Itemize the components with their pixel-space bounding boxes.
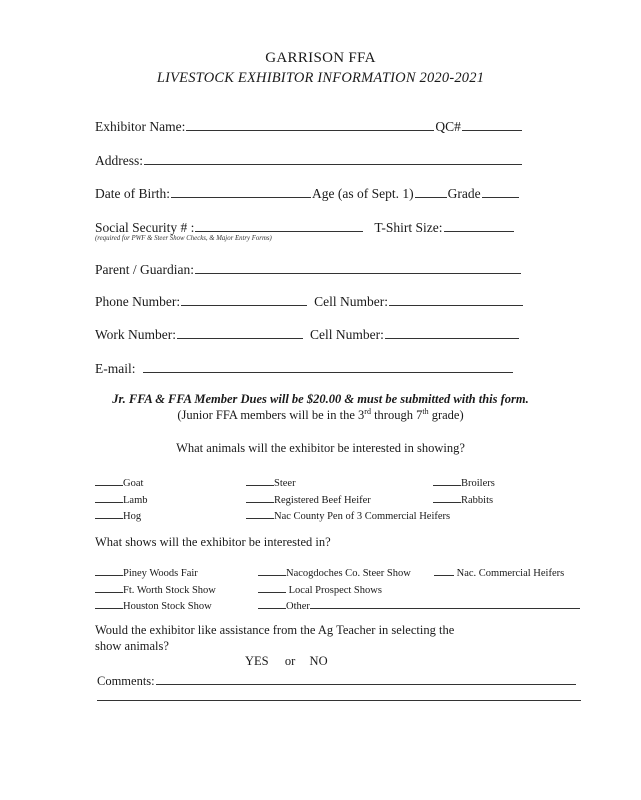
- animal-option-nac-county-pen[interactable]: Nac County Pen of 3 Commercial Heifers: [246, 508, 450, 525]
- ssn-note: (required for PWF & Steer Show Checks, & Major Entry Forms): [95, 235, 272, 242]
- parent-label: Parent / Guardian:: [95, 262, 194, 277]
- show-option-houston[interactable]: Houston Stock Show: [95, 598, 216, 615]
- animal-option-hog[interactable]: Hog: [95, 508, 148, 525]
- animals-col-1: [95, 475, 148, 525]
- animal-option-lamb[interactable]: Lamb: [95, 492, 148, 509]
- ssn-label: Social Security # :: [95, 220, 195, 235]
- tshirt-label: T-Shirt Size:: [374, 220, 443, 235]
- animal-option-rabbits[interactable]: Rabbits: [433, 492, 495, 509]
- phone-label: Phone Number:: [95, 294, 181, 309]
- email-blank[interactable]: [143, 360, 513, 373]
- animals-col-2: [246, 475, 450, 525]
- assistance-question: Would the exhibitor like assistance from the Ag Teacher in selecting the show animals?: [95, 623, 455, 653]
- email-label: E-mail:: [95, 361, 136, 376]
- ssn-row: [95, 219, 515, 236]
- show-option-piney-woods-fair[interactable]: Piney Woods Fair: [95, 565, 216, 582]
- cell-label-1: Cell Number:: [314, 294, 388, 309]
- dob-blank[interactable]: [171, 185, 311, 198]
- show-option-other[interactable]: Other: [258, 598, 580, 615]
- exhibitor-name-row: [95, 118, 523, 135]
- ssn-blank[interactable]: [195, 219, 363, 232]
- animal-option-goat[interactable]: Goat: [95, 475, 148, 492]
- age-blank[interactable]: [415, 185, 447, 198]
- parent-row: [95, 261, 522, 278]
- grade-blank[interactable]: [482, 185, 519, 198]
- qc-blank[interactable]: [462, 118, 522, 131]
- shows-question: What shows will the exhibitor be interested in?: [95, 535, 331, 549]
- comments-row: [97, 672, 577, 689]
- animals-col-3: [433, 475, 495, 508]
- address-row: [95, 152, 523, 169]
- comments-blank-2[interactable]: [97, 690, 581, 701]
- address-label: Address:: [95, 153, 143, 168]
- work-row: [95, 326, 520, 343]
- other-blank: [310, 598, 580, 609]
- email-row: [95, 360, 514, 377]
- shows-col-3: [434, 565, 564, 582]
- animal-option-broilers[interactable]: Broilers: [433, 475, 495, 492]
- show-option-ft-worth[interactable]: Ft. Worth Stock Show: [95, 582, 216, 599]
- shows-col-1: [95, 565, 216, 615]
- yes-no-choice: [245, 654, 328, 669]
- or-label: or: [284, 654, 296, 668]
- cell-blank-1[interactable]: [389, 293, 523, 306]
- comments-blank-1[interactable]: [156, 672, 576, 685]
- exhibitor-name-blank[interactable]: [186, 118, 434, 131]
- tshirt-blank[interactable]: [444, 219, 514, 232]
- animals-question: What animals will the exhibitor be interested in showing?: [176, 441, 465, 455]
- yes-option[interactable]: YES: [245, 654, 269, 668]
- age-label: Age (as of Sept. 1): [311, 186, 414, 201]
- form-subtitle: LIVESTOCK EXHIBITOR INFORMATION 2020-2021: [156, 70, 485, 86]
- show-option-nacogdoches-steer[interactable]: Nacogdoches Co. Steer Show: [258, 565, 580, 582]
- junior-grades-note: (Junior FFA members will be in the 3rd through 7th grade): [177, 407, 464, 422]
- dob-label: Date of Birth:: [95, 186, 170, 201]
- work-blank[interactable]: [177, 326, 303, 339]
- phone-blank[interactable]: [181, 293, 307, 306]
- qc-label: QC#: [435, 119, 461, 134]
- dob-row: [95, 185, 520, 202]
- show-option-nac-commercial-heifers[interactable]: Nac. Commercial Heifers: [434, 565, 564, 582]
- dues-notice: Jr. FFA & FFA Member Dues will be $20.00 & must be submitted with this form.: [112, 392, 529, 406]
- animal-option-steer[interactable]: Steer: [246, 475, 450, 492]
- cell-label-2: Cell Number:: [310, 327, 384, 342]
- exhibitor-name-label: Exhibitor Name:: [95, 119, 186, 134]
- work-label: Work Number:: [95, 327, 177, 342]
- comments-label: Comments:: [97, 674, 155, 688]
- address-blank[interactable]: [144, 152, 522, 165]
- animal-option-registered-beef-heifer[interactable]: Registered Beef Heifer: [246, 492, 450, 509]
- cell-blank-2[interactable]: [385, 326, 519, 339]
- form-title: GARRISON FFA: [265, 50, 376, 66]
- parent-blank[interactable]: [195, 261, 521, 274]
- no-option[interactable]: NO: [309, 654, 328, 668]
- grade-label: Grade: [447, 186, 481, 201]
- show-option-local-prospect[interactable]: Local Prospect Shows: [258, 582, 580, 599]
- phone-row: [95, 293, 524, 310]
